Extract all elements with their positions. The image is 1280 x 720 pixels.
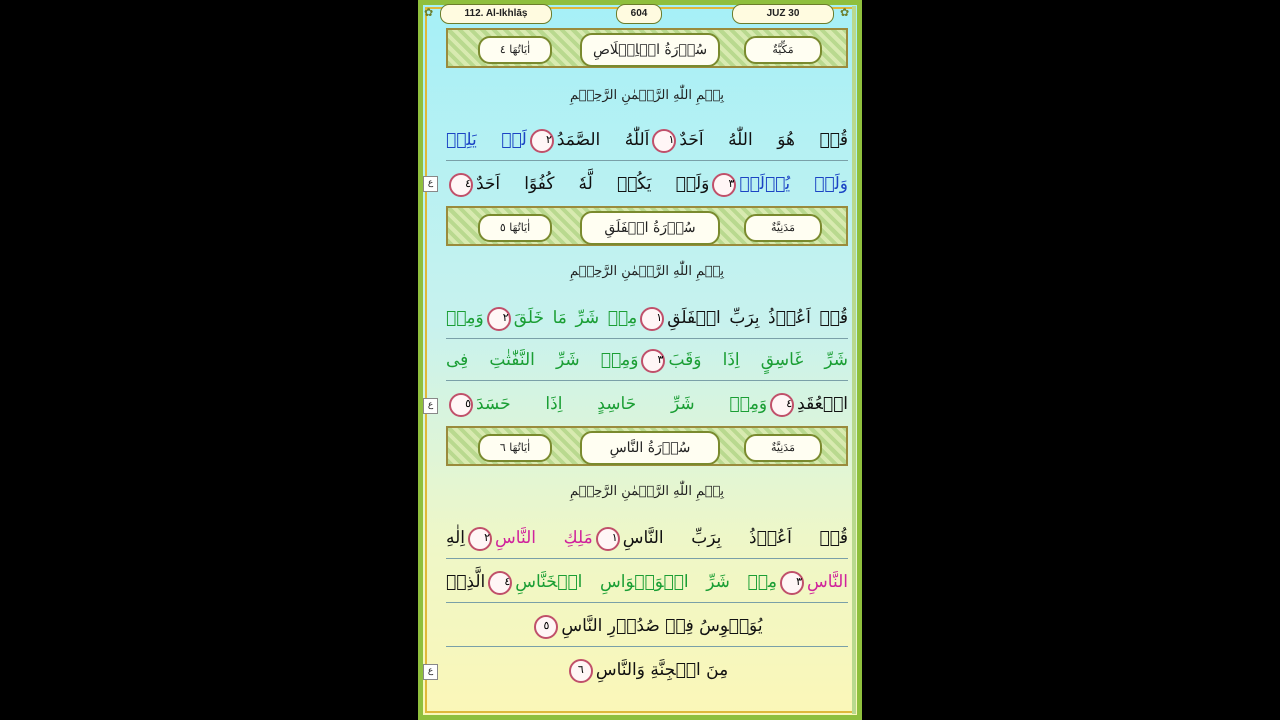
- verse-text: مِنَ الۡجِنَّةِ وَالنَّاسِ: [595, 660, 729, 680]
- verse-text: الَّذِىۡ: [446, 572, 486, 592]
- ayah-count-label: اٰيَاتُهَا ٥: [478, 214, 552, 242]
- surah-title: سُوۡرَةُ النَّاسِ: [580, 431, 720, 465]
- verse-text: وَمِنۡ شَرِّ حَاسِدٍ اِذَا حَسَدَ: [476, 394, 768, 414]
- verse-line: [446, 650, 848, 690]
- ayah-marker: ١: [596, 527, 620, 551]
- ayah-marker: ٢: [468, 527, 492, 551]
- ruku-margin-mark: ع: [423, 664, 438, 680]
- header-ornament-icon: ✿: [424, 6, 434, 19]
- verse-text: مِنۡ شَرِّ الۡوَسۡوَاسِ الۡخَنَّاسِ: [515, 572, 778, 592]
- revelation-place-label: مَدَنِيَّةٌ: [744, 434, 822, 462]
- verse-text: قُلۡ هُوَ اللّٰهُ اَحَدٌ: [679, 130, 848, 150]
- header-ornament-icon: ✿: [840, 6, 850, 19]
- surah-title: سُوۡرَةُ الۡفَلَقِ: [580, 211, 720, 245]
- ayah-marker: ٤: [449, 173, 473, 197]
- verse-text: شَرِّ غَاسِقٍ اِذَا وَقَبَ: [668, 350, 848, 370]
- verse-text: قُلۡ اَعُوۡذُ بِرَبِّ الۡفَلَقِ: [667, 308, 848, 328]
- verse-text: مَلِكِ النَّاسِ: [495, 528, 593, 548]
- verse-text: يُوَسۡوِسُ فِىۡ صُدُوۡرِ النَّاسِ: [561, 616, 763, 636]
- verse-line: [446, 298, 848, 339]
- page-border-ornament: [852, 6, 856, 714]
- ruku-margin-mark: ع: [423, 176, 438, 192]
- verse-text: اَللّٰهُ الصَّمَدُ: [556, 130, 650, 150]
- verse-text: قُلۡ اَعُوۡذُ بِرَبِّ النَّاسِ: [622, 528, 848, 548]
- verse-line: [446, 606, 848, 647]
- ayah-marker: ٤: [770, 393, 794, 417]
- juz-number: JUZ 30: [732, 4, 834, 24]
- ayah-marker: ٣: [780, 571, 804, 595]
- revelation-place-label: مَكِّيَّةٌ: [744, 36, 822, 64]
- surah-title: سُوۡرَةُ الۡاِخۡلَاصِ: [580, 33, 720, 67]
- ayah-marker: ٥: [534, 615, 558, 639]
- verse-line: [446, 562, 848, 603]
- verse-text: اِلٰهِ: [446, 528, 466, 548]
- verse-text: وَمِنۡ: [446, 308, 484, 328]
- ayah-marker: ٢: [530, 129, 554, 153]
- verse-text: وَلَمۡ يُوۡلَدۡ: [739, 174, 848, 194]
- page-number: 604: [616, 4, 662, 24]
- ayah-marker: ٢: [487, 307, 511, 331]
- ayah-marker: ١: [652, 129, 676, 153]
- verse-text: النَّاسِ: [807, 572, 848, 592]
- verse-line: [446, 340, 848, 381]
- verse-line: [446, 518, 848, 559]
- verse-text: وَمِنۡ شَرِّ النَّفّٰثٰتِ فِى: [446, 350, 639, 370]
- surah-banner-ikhlas: [446, 28, 848, 68]
- ayah-marker: ٥: [449, 393, 473, 417]
- ayah-marker: ١: [640, 307, 664, 331]
- ayah-marker: ٤: [488, 571, 512, 595]
- ruku-margin-mark: ع: [423, 398, 438, 414]
- verse-line: [446, 384, 848, 424]
- verse-text: مِنۡ شَرِّ مَا خَلَقَ: [513, 308, 638, 328]
- verse-line: [446, 164, 848, 204]
- verse-text: وَلَمۡ يَكُنۡ لَّهٗ كُفُوًا اَحَدٌ: [476, 174, 710, 194]
- verse-text: لَمۡ يَلِدۡ: [446, 130, 527, 150]
- ayah-count-label: اٰيَاتُهَا ٦: [478, 434, 552, 462]
- surah-banner-falaq: [446, 206, 848, 246]
- ayah-count-label: اٰيَاتُهَا ٤: [478, 36, 552, 64]
- basmala: بِسۡمِ اللّٰهِ الرَّحۡمٰنِ الرَّحِيۡمِ: [570, 88, 724, 103]
- revelation-place-label: مَدَنِيَّةٌ: [744, 214, 822, 242]
- ayah-marker: ٣: [641, 349, 665, 373]
- ayah-marker: ٦: [569, 659, 593, 683]
- surah-name-header: 112. Al-Ikhlāṣ: [440, 4, 552, 24]
- verse-line: [446, 120, 848, 161]
- basmala: بِسۡمِ اللّٰهِ الرَّحۡمٰنِ الرَّحِيۡمِ: [570, 264, 724, 279]
- verse-text: الۡعُقَدِ: [797, 394, 848, 414]
- basmala: بِسۡمِ اللّٰهِ الرَّحۡمٰنِ الرَّحِيۡمِ: [570, 484, 724, 499]
- ayah-marker: ٣: [712, 173, 736, 197]
- surah-banner-nas: [446, 426, 848, 466]
